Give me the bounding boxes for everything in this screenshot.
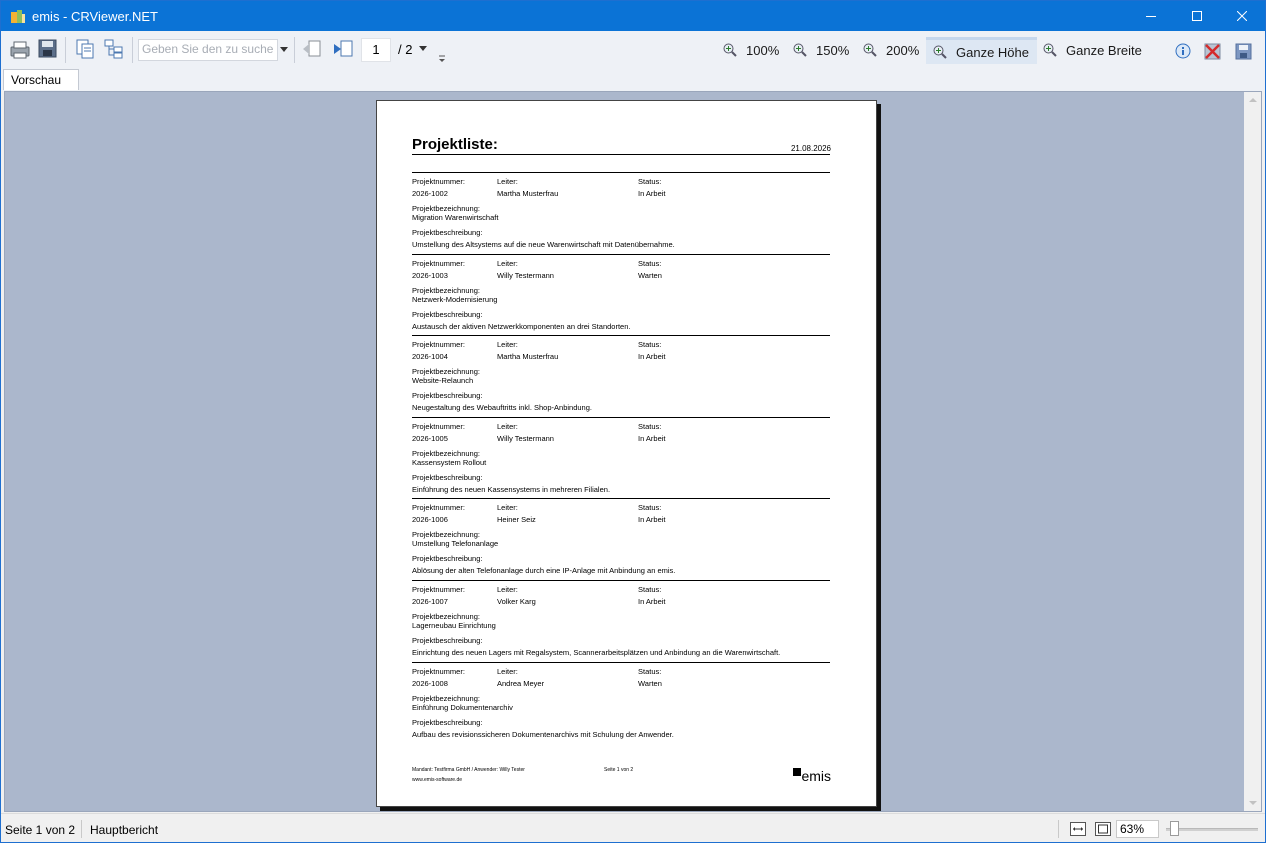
title-underline xyxy=(412,154,830,155)
search-dropdown-icon[interactable] xyxy=(280,47,288,52)
toolbar-separator xyxy=(132,37,133,63)
lead-label: Leiter: xyxy=(497,503,518,513)
zoom-icon xyxy=(1042,42,1058,58)
description-label: Projektbeschreibung: xyxy=(412,228,483,237)
description-label: Projektbeschreibung: xyxy=(412,554,483,564)
project-name: Umstellung Telefonanlage xyxy=(412,539,499,549)
toolbar xyxy=(1,31,1265,70)
report-page xyxy=(376,100,877,807)
company-logo xyxy=(793,768,831,784)
zoom-full-width-label: Ganze Breite xyxy=(1066,42,1142,58)
app-icon xyxy=(10,8,26,24)
zoom-icon xyxy=(862,42,878,58)
zoom-100-label: 100% xyxy=(746,42,780,58)
project-description: Umstellung des Altsystems auf die neue Warenwirtschaft mit Datenübernahme. xyxy=(412,240,675,249)
project-number: 2026-1006 xyxy=(412,515,448,525)
zoom-200-label: 200% xyxy=(886,42,920,58)
project-number: 2026-1008 xyxy=(412,678,448,688)
project-record xyxy=(412,340,830,420)
project-status: In Arbeit xyxy=(638,189,666,198)
page-number-input[interactable]: 1 xyxy=(361,38,391,62)
project-record xyxy=(412,503,830,583)
lead-label: Leiter: xyxy=(497,258,518,268)
description-label: Projektbeschreibung: xyxy=(412,472,483,482)
zoom-icon xyxy=(932,44,948,60)
search-field[interactable] xyxy=(138,39,278,61)
number-label: Projektnummer: xyxy=(412,340,465,350)
footer-page-info: Seite 1 von 2 xyxy=(604,767,634,773)
zoom-full-height-button[interactable] xyxy=(926,37,1037,64)
zoom-percentage-field[interactable]: 63% xyxy=(1116,820,1159,838)
record-separator xyxy=(412,335,830,336)
project-lead: Martha Musterfrau xyxy=(497,352,559,362)
description-label: Projektbeschreibung: xyxy=(412,636,483,645)
project-record xyxy=(412,177,830,257)
description-label: Projektbeschreibung: xyxy=(412,391,483,401)
zoom-slider-thumb[interactable] xyxy=(1170,821,1179,836)
project-lead: Heiner Seiz xyxy=(497,515,536,525)
status-label: Status: xyxy=(638,503,662,513)
window-title: emis - CRViewer.NET xyxy=(32,9,158,24)
project-number: 2026-1007 xyxy=(412,597,448,606)
project-status: Warten xyxy=(638,678,662,688)
record-separator xyxy=(412,254,830,255)
project-status: In Arbeit xyxy=(638,352,666,362)
project-status: In Arbeit xyxy=(638,597,666,606)
status-label: Status: xyxy=(638,421,662,431)
project-lead: Willy Testermann xyxy=(497,270,554,280)
export-save-icon[interactable] xyxy=(37,38,59,60)
project-description: Ablösung der alten Telefonanlage durch eine IP-Anlage mit Anbindung an emis. xyxy=(412,566,676,576)
scroll-down-icon[interactable] xyxy=(1249,801,1257,805)
logo-text: emis xyxy=(801,768,831,784)
project-status: Warten xyxy=(638,270,662,280)
project-number: 2026-1005 xyxy=(412,433,448,443)
total-pages-label: / 2 xyxy=(398,42,413,57)
status-label: Status: xyxy=(638,585,662,594)
status-page-info: Seite 1 von 2 xyxy=(5,823,76,837)
project-status: In Arbeit xyxy=(638,433,666,443)
zoom-icon xyxy=(722,42,738,58)
project-status: In Arbeit xyxy=(638,515,666,525)
status-bar xyxy=(1,813,1265,843)
footer-left: Mandant: Testfirma GmbH / Anwender: Willy Tester xyxy=(412,767,525,773)
project-lead: Martha Musterfrau xyxy=(497,189,559,198)
zoom-200-button[interactable] xyxy=(862,38,919,62)
page-dropdown-icon[interactable] xyxy=(419,46,427,51)
toolbar-separator xyxy=(294,37,295,63)
project-name: Netzwerk-Modernisierung xyxy=(412,294,498,304)
previous-page-icon[interactable] xyxy=(301,38,323,60)
close-icon xyxy=(1237,11,1247,21)
project-record xyxy=(412,422,830,502)
fit-page-icon[interactable] xyxy=(1095,822,1111,836)
project-name: Migration Warenwirtschaft xyxy=(412,213,499,222)
name-label: Projektbezeichnung: xyxy=(412,367,480,377)
copy-icon[interactable] xyxy=(74,38,96,60)
zoom-slider-track[interactable] xyxy=(1166,828,1258,831)
description-label: Projektbeschreibung: xyxy=(412,309,483,319)
report-date: 21.08.2026 xyxy=(790,144,831,153)
status-report-name: Hauptbericht xyxy=(90,823,159,837)
project-name: Einführung Dokumentenarchiv xyxy=(412,702,513,712)
name-label: Projektbezeichnung: xyxy=(412,204,480,213)
print-icon[interactable] xyxy=(9,39,31,61)
fit-width-icon[interactable] xyxy=(1070,822,1086,836)
project-lead: Volker Karg xyxy=(497,597,536,606)
next-page-icon[interactable] xyxy=(332,38,354,60)
zoom-100-button[interactable] xyxy=(722,38,779,62)
project-description: Neugestaltung des Webauftritts inkl. Shop-Anbindung. xyxy=(412,403,592,413)
number-label: Projektnummer: xyxy=(412,421,465,431)
zoom-full-width-button[interactable] xyxy=(1042,38,1142,62)
project-description: Austausch der aktiven Netzwerkkomponenten an drei Standorten. xyxy=(412,321,631,331)
status-label: Status: xyxy=(638,177,662,186)
minimize-button[interactable] xyxy=(1128,1,1174,31)
lead-label: Leiter: xyxy=(497,585,518,594)
status-label: Status: xyxy=(638,666,662,676)
name-label: Projektbezeichnung: xyxy=(412,612,480,621)
title-bar[interactable] xyxy=(1,1,1265,31)
footer-website: www.emis-software.de xyxy=(412,777,463,783)
description-label: Projektbeschreibung: xyxy=(412,717,483,727)
status-label: Status: xyxy=(638,340,662,350)
info-icon[interactable] xyxy=(1175,43,1191,59)
number-label: Projektnummer: xyxy=(412,177,465,186)
record-separator xyxy=(412,498,830,499)
maximize-icon xyxy=(1192,11,1202,21)
search-input[interactable] xyxy=(139,40,277,58)
name-label: Projektbezeichnung: xyxy=(412,530,480,540)
project-lead: Willy Testermann xyxy=(497,433,554,443)
project-record xyxy=(412,259,830,339)
number-label: Projektnummer: xyxy=(412,585,465,594)
zoom-150-label: 150% xyxy=(816,42,850,58)
scroll-up-icon[interactable] xyxy=(1249,98,1257,102)
name-label: Projektbezeichnung: xyxy=(412,285,480,295)
tab-preview[interactable]: Vorschau xyxy=(3,69,79,90)
project-number: 2026-1003 xyxy=(412,270,448,280)
toolbar-overflow-icon[interactable] xyxy=(438,55,446,63)
vertical-scrollbar[interactable] xyxy=(1244,92,1261,811)
status-separator xyxy=(81,820,82,838)
record-separator xyxy=(412,417,830,418)
project-number: 2026-1002 xyxy=(412,189,448,198)
lead-label: Leiter: xyxy=(497,421,518,431)
record-separator xyxy=(412,662,830,663)
project-name: Kassensystem Rollout xyxy=(412,457,487,467)
maximize-button[interactable] xyxy=(1174,1,1220,31)
toolbar-separator xyxy=(65,37,66,63)
save-icon[interactable] xyxy=(1234,42,1253,61)
project-record xyxy=(412,585,830,665)
lead-label: Leiter: xyxy=(497,340,518,350)
zoom-full-height-label: Ganze Höhe xyxy=(956,44,1029,60)
report-viewer[interactable] xyxy=(4,91,1262,812)
name-label: Projektbezeichnung: xyxy=(412,693,480,703)
project-name: Lagerneubau Einrichtung xyxy=(412,621,496,630)
project-description: Aufbau des revisionssicheren Dokumentenarchivs mit Schulung der Anwender. xyxy=(412,729,674,739)
project-name: Website-Relaunch xyxy=(412,376,474,386)
close-button[interactable] xyxy=(1219,1,1265,31)
zoom-icon xyxy=(792,42,808,58)
number-label: Projektnummer: xyxy=(412,503,465,513)
number-label: Projektnummer: xyxy=(412,258,465,268)
project-description: Einführung des neuen Kassensystems in mehreren Filialen. xyxy=(412,484,611,494)
report-title: Projektliste: xyxy=(412,136,498,153)
zoom-150-button[interactable] xyxy=(792,38,849,62)
project-number: 2026-1004 xyxy=(412,352,448,362)
tab-strip xyxy=(1,69,1265,91)
lead-label: Leiter: xyxy=(497,177,518,186)
status-separator xyxy=(1058,820,1059,838)
project-description: Einrichtung des neuen Lagers mit Regalsystem, Scannerarbeitsplätzen und Anbindung an die Warenwirtschaft. xyxy=(412,648,781,657)
lead-label: Leiter: xyxy=(497,666,518,676)
status-label: Status: xyxy=(638,258,662,268)
minimize-icon xyxy=(1146,11,1156,21)
group-tree-icon[interactable] xyxy=(103,38,125,60)
record-separator xyxy=(412,172,830,173)
record-separator xyxy=(412,580,830,581)
close-report-icon[interactable] xyxy=(1203,42,1222,61)
name-label: Projektbezeichnung: xyxy=(412,448,480,458)
project-lead: Andrea Meyer xyxy=(497,678,545,688)
project-record xyxy=(412,667,830,747)
number-label: Projektnummer: xyxy=(412,666,465,676)
